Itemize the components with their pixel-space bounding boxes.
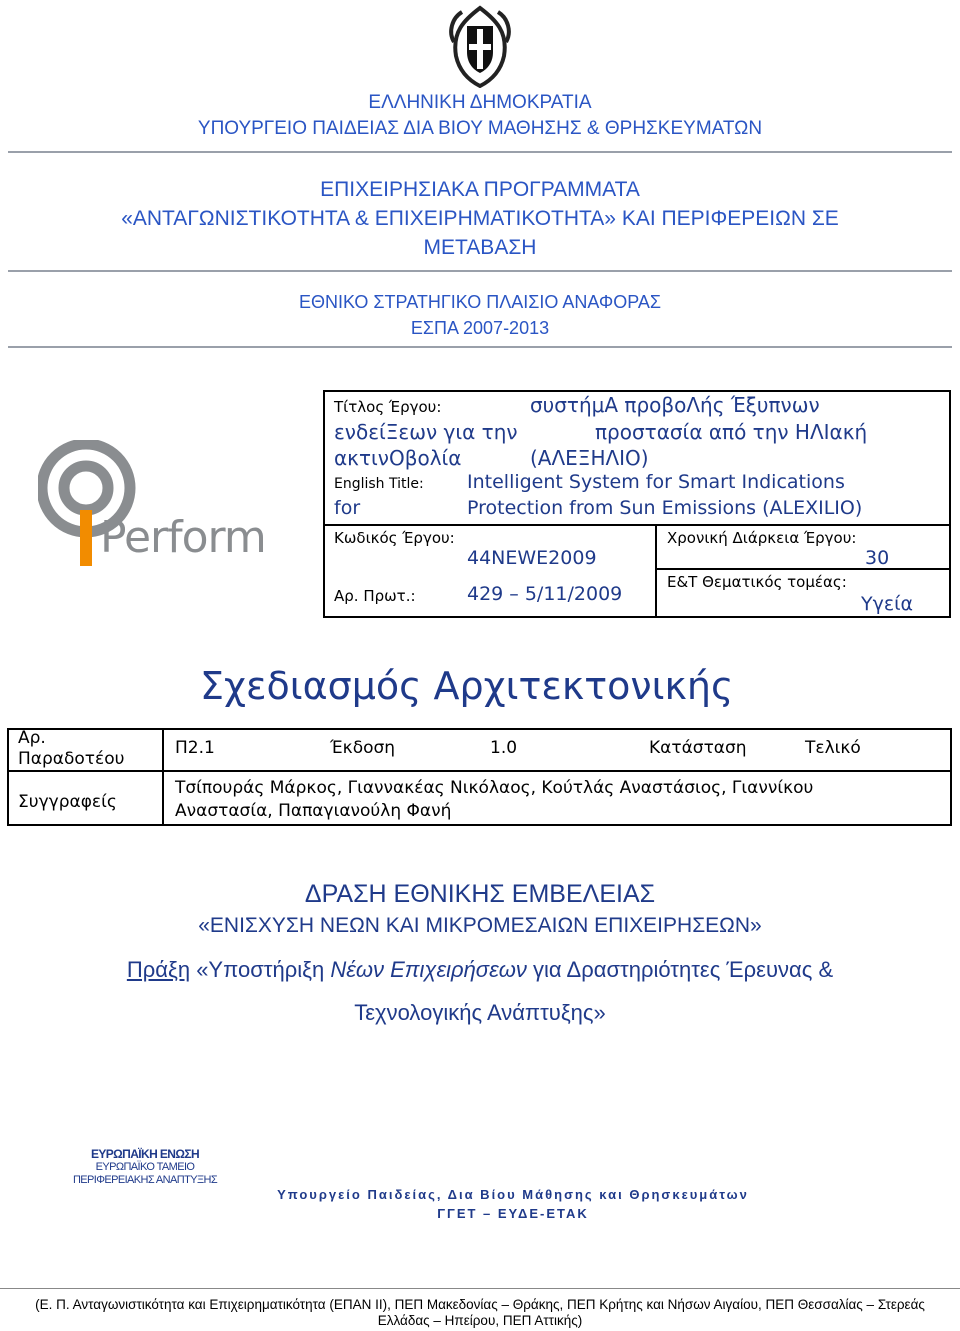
title-label: Τίτλος Έργου: bbox=[334, 398, 442, 416]
eu-line-1: ΕΥΡΩΠΑΪΚΗ ΕΝΩΣΗ bbox=[90, 1147, 200, 1161]
protocol-value: 429 – 5/11/2009 bbox=[467, 583, 623, 605]
praxi-label: Πράξη bbox=[126, 957, 191, 982]
action-line-3 bbox=[0, 957, 960, 983]
action-line-3-b: Νέων Επιχειρήσεων bbox=[330, 957, 527, 982]
divider bbox=[8, 151, 952, 153]
greek-title-line-3b: (ΑΛΕΞΗΛΙΟ) bbox=[530, 446, 649, 470]
version-value: 1.0 bbox=[490, 738, 518, 758]
footer-line-1: (Ε. Π. Ανταγωνιστικότητα και Επιχειρηματικότητα (ΕΠΑΝ ΙΙ), ΠΕΠ Μακεδονίας – Θράκης, ΠΕΠ Κρήτης και Νήσων Αιγαίου, ΠΕΠ Θεσσαλίας – Στερεάς bbox=[35, 1297, 925, 1312]
box-divider bbox=[655, 524, 657, 616]
action-line-1: ΔΡΑΣΗ ΕΘΝΙΚΗΣ ΕΜΒΕΛΕΙΑΣ bbox=[304, 880, 656, 908]
greek-title-line-3a: ακτινΟβολία bbox=[334, 446, 462, 470]
status-label: Κατάσταση bbox=[649, 738, 747, 758]
status-value: Τελικό bbox=[805, 738, 861, 758]
version-label: Έκδοση bbox=[330, 738, 396, 758]
project-info-box bbox=[323, 390, 951, 618]
perform-logo bbox=[38, 440, 288, 570]
eu-logo-text bbox=[70, 1148, 220, 1187]
english-title-line-1: Intelligent System for Smart Indications bbox=[467, 471, 845, 493]
ministry-footer-line-1: Υπουργείο Παιδείας, Δια Βίου Μάθησης και Θρησκευμάτων bbox=[277, 1187, 749, 1202]
authors-line-2: Αναστασία, Παπαγιανούλη Φανή bbox=[175, 801, 452, 821]
authors-label: Συγγραφείς bbox=[18, 792, 117, 812]
divider bbox=[8, 346, 952, 348]
action-line-3-c: για Δραστηριότητες Έρευνας & bbox=[533, 957, 834, 982]
eu-line-2: ΕΥΡΩΠΑΪΚΟ ΤΑΜΕΙΟ bbox=[95, 1161, 195, 1173]
action-line-2: «ΕΝΙΣΧΥΣΗ ΝΕΩΝ ΚΑΙ ΜΙΚΡΟΜΕΣΑΙΩΝ ΕΠΙΧΕΙΡΗΣΕΩΝ» bbox=[198, 914, 762, 937]
programme-line-3: ΜΕΤΑΒΑΣΗ bbox=[423, 236, 537, 259]
action-line-3-a: «Υποστήριξη bbox=[196, 957, 325, 982]
programme-line-1: ΕΠΙΧΕΙΡΗΣΙΑΚΑ ΠΡΟΓΡΑΜΜΑΤΑ bbox=[320, 178, 640, 201]
deliverable-number-label-2: Παραδοτέου bbox=[18, 749, 125, 769]
protocol-label: Αρ. Πρωτ.: bbox=[334, 587, 416, 605]
document-title: Σχεδιασμός Αρχιτεκτονικής bbox=[200, 664, 734, 708]
greek-title-line-1: συστήμΑ προβοΛής Έξυπνων bbox=[530, 393, 820, 417]
greek-coat-of-arms bbox=[442, 2, 518, 88]
eu-line-3: ΠΕΡΙΦΕΡΕΙΑΚΗΣ ΑΝΑΠΤΥΞΗΣ bbox=[72, 1174, 218, 1186]
english-title-for: for bbox=[334, 497, 361, 519]
republic-title: ΕΛΛΗΝΙΚΗ ΔΗΜΟΚΡΑΤΙΑ bbox=[368, 92, 592, 113]
box-divider bbox=[655, 568, 949, 570]
framework-line-1: ΕΘΝΙΚΟ ΣΤΡΑΤΗΓΙΚΟ ΠΛΑΙΣΙΟ ΑΝΑΦΟΡΑΣ bbox=[298, 292, 662, 312]
deliverable-number-label-1: Αρ. bbox=[18, 728, 46, 748]
english-title-line-2: Protection from Sun Emissions (ALEXILIO) bbox=[467, 497, 863, 519]
project-code-value: 44NEWE2009 bbox=[467, 547, 597, 569]
framework-line-2: ΕΣΠΑ 2007-2013 bbox=[410, 318, 550, 338]
action-line-4: Τεχνολογικής Ανάπτυξης» bbox=[354, 1000, 606, 1025]
programme-line-2: «ΑΝΤΑΓΩΝΙΣΤΙΚΟΤΗΤΑ & ΕΠΙΧΕΙΡΗΜΑΤΙΚΟΤΗΤΑ» ΚΑΙ ΠΕΡΙΦΕΡΕΙΩΝ ΣΕ bbox=[121, 207, 839, 230]
perform-logo-text: Perform bbox=[100, 512, 266, 563]
deliverable-number-value: Π2.1 bbox=[175, 738, 215, 758]
sector-value: Υγεία bbox=[861, 593, 914, 615]
sector-label: Ε&Τ Θεματικός τομέας: bbox=[667, 573, 847, 591]
footer-divider bbox=[0, 1288, 960, 1289]
duration-value: 30 bbox=[865, 547, 890, 569]
box-divider bbox=[325, 524, 949, 526]
duration-label: Χρονική Διάρκεια Έργου: bbox=[667, 529, 857, 547]
ministry-title: ΥΠΟΥΡΓΕΙΟ ΠΑΙΔΕΙΑΣ ΔΙΑ ΒΙΟΥ ΜΑΘΗΣΗΣ & ΘΡΗΣΚΕΥΜΑΤΩΝ bbox=[197, 118, 763, 139]
project-code-label: Κωδικός Έργου: bbox=[334, 529, 455, 547]
greek-title-line-2b: προστασία από την ΗΛΙακή bbox=[595, 420, 868, 444]
english-title-label: English Title: bbox=[334, 476, 424, 492]
divider bbox=[8, 270, 952, 272]
ministry-footer-line-2: ΓΓΕΤ – ΕΥΔΕ-ΕΤΑΚ bbox=[437, 1206, 589, 1221]
authors-line-1: Τσίπουράς Μάρκος, Γιαννακέας Νικόλαος, Κούτλάς Αναστάσιος, Γιαννίκου bbox=[175, 778, 814, 798]
greek-title-line-2a: ενδείΞεων για την bbox=[334, 420, 518, 444]
footer-line-2: Ελλάδας – Ηπείρου, ΠΕΠ Αττικής) bbox=[377, 1313, 583, 1328]
